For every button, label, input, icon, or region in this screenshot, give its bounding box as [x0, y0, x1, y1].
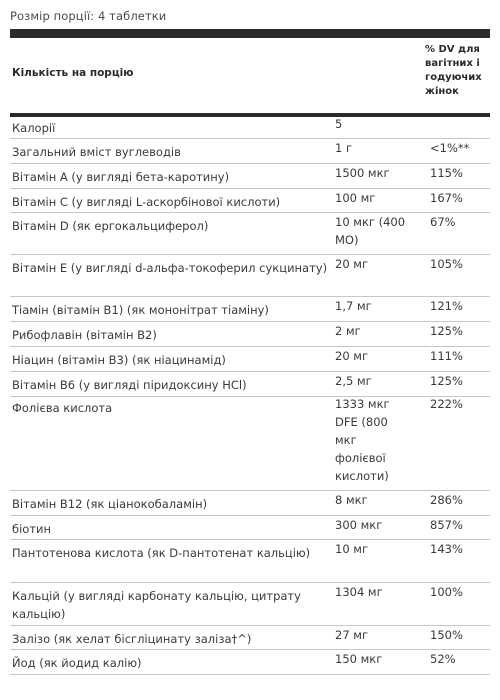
nutrient-dv: 52% — [430, 652, 456, 666]
nutrient-amount: 100 мг — [335, 191, 376, 205]
nutrient-amount: 1500 мкг — [335, 166, 390, 180]
nutrient-amount: 10 мкг (400 МО) — [335, 215, 406, 247]
serving-size: Розмір порції: 4 таблетки — [10, 9, 167, 23]
daily-value-header: % DV для вагітних і годуючих жінок — [425, 44, 482, 97]
nutrient-name: Калорії — [12, 121, 56, 135]
nutrient-name: Вітамін D (як ергокальциферол) — [12, 219, 209, 233]
nutrient-amount: 1,7 мг — [335, 299, 372, 313]
nutrient-amount: 8 мкг — [335, 493, 368, 507]
nutrient-name: Залізо (як хелат бісгліцинату заліза†^) — [12, 632, 252, 646]
nutrient-amount: 1333 мкг DFE (800 мкг фолієвої кислоти) — [335, 397, 390, 483]
nutrient-amount: 1304 мг — [335, 585, 383, 599]
table-row — [10, 397, 490, 491]
nutrient-amount: 2 мг — [335, 324, 361, 338]
nutrient-amount: 1 г — [335, 141, 353, 155]
nutrient-amount: 300 мкг — [335, 518, 383, 532]
nutrient-dv: 125% — [430, 324, 463, 338]
table-row — [10, 255, 490, 297]
table-row — [10, 322, 490, 347]
nutrient-dv: 286% — [430, 493, 463, 507]
nutrient-name: Вітамін B6 (у вигляді піридоксину HCl) — [12, 378, 247, 392]
table-row — [10, 516, 490, 540]
nutrient-dv: 105% — [430, 257, 463, 271]
nutrient-amount: 27 мг — [335, 628, 369, 642]
table-row — [10, 213, 490, 255]
nutrient-name: Ніацин (вітамін B3) (як ніацинамід) — [12, 353, 226, 367]
nutrient-dv: 857% — [430, 518, 463, 532]
table-row — [10, 189, 490, 213]
nutrient-name: Вітамін B12 (як ціанокобаламін) — [12, 497, 208, 511]
nutrient-dv: 125% — [430, 374, 463, 388]
nutrient-table — [10, 117, 490, 675]
nutrient-dv: 167% — [430, 191, 463, 205]
table-row — [10, 491, 490, 516]
nutrient-amount: 5 — [335, 117, 343, 131]
nutrient-amount: 20 мг — [335, 257, 369, 271]
nutrient-dv: 67% — [430, 215, 456, 229]
nutrient-dv: 222% — [430, 397, 463, 411]
nutrient-dv: 121% — [430, 299, 463, 313]
nutrient-name: Пантотенова кислота (як D-пантотенат кальцію) — [12, 546, 311, 560]
nutrient-amount: 2,5 мг — [335, 374, 372, 388]
nutrient-dv: 115% — [430, 166, 463, 180]
nutrient-name: Вітамін C (у вигляді L-аскорбінової кислоти) — [12, 195, 281, 209]
table-row — [10, 540, 490, 583]
nutrient-name: Тіамін (вітамін B1) (як мононітрат тіаміну) — [12, 303, 269, 317]
table-header — [10, 38, 490, 113]
table-row — [10, 650, 490, 675]
table-row — [10, 117, 490, 139]
top-divider-bar — [10, 29, 490, 38]
nutrient-name: Фолієва кислота — [12, 401, 113, 415]
table-row — [10, 139, 490, 164]
nutrient-dv: 150% — [430, 628, 463, 642]
nutrient-dv: 111% — [430, 349, 463, 363]
table-row — [10, 347, 490, 372]
nutrient-name: Рибофлавін (вітамін B2) — [12, 328, 157, 342]
nutrient-name: біотин — [12, 522, 52, 536]
nutrient-amount: 20 мг — [335, 349, 369, 363]
table-row — [10, 297, 490, 322]
nutrient-amount: 150 мкг — [335, 652, 383, 666]
amount-per-serving-header: Кількість на порцію — [12, 67, 134, 79]
nutrient-name: Йод (як йодид калію) — [12, 656, 142, 670]
table-row — [10, 164, 490, 189]
table-row — [10, 583, 490, 626]
nutrient-name: Загальний вміст вуглеводів — [12, 145, 181, 159]
table-row — [10, 372, 490, 397]
nutrient-dv: <1%** — [430, 141, 470, 155]
nutrient-name: Вітамін A (у вигляді бета-каротину) — [12, 170, 230, 184]
table-row — [10, 626, 490, 650]
nutrient-amount: 10 мг — [335, 542, 369, 556]
nutrient-dv: 100% — [430, 585, 463, 599]
nutrient-dv: 143% — [430, 542, 463, 556]
nutrient-name: Кальцій (у вигляді карбонату кальцію, цитрату кальцію) — [12, 589, 301, 621]
nutrient-name: Вітамін E (у вигляді d-альфа-токоферил сукцинату) — [12, 261, 328, 275]
